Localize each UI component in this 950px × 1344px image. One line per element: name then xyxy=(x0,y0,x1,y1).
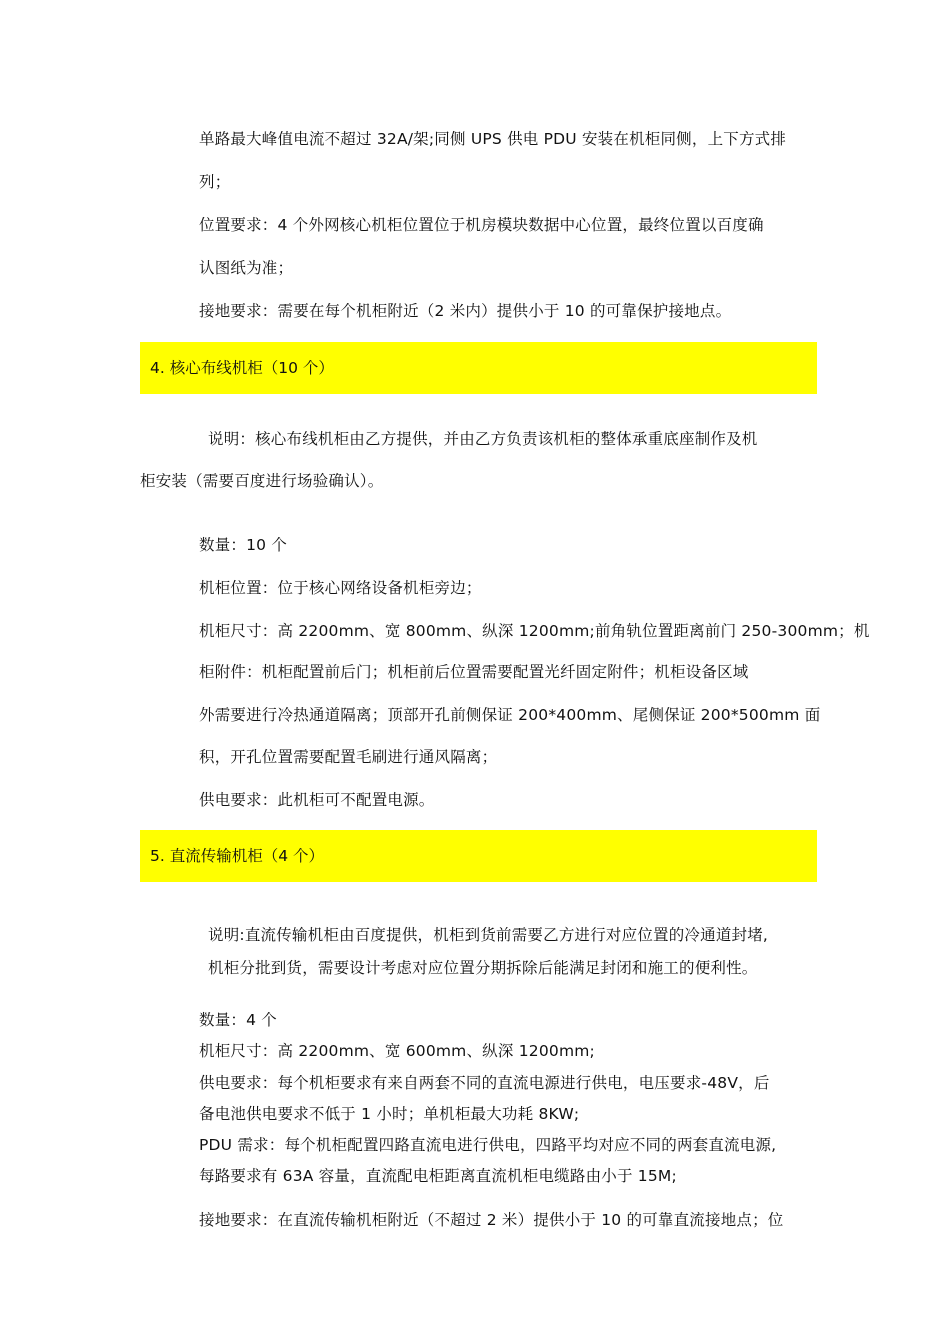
text-line: 机柜尺寸：高 2200mm、宽 600mm、纵深 1200mm; xyxy=(199,1042,595,1060)
text-line: 数量：4 个 xyxy=(199,1011,277,1029)
section-5-heading: 5. 直流传输机柜（4 个） xyxy=(150,847,325,865)
text-line: 接地要求：在直流传输机柜附近（不超过 2 米）提供小于 10 的可靠直流接地点；位 xyxy=(199,1211,784,1229)
text-line: 列； xyxy=(199,173,231,191)
text-line: 说明:直流传输机柜由百度提供，机柜到货前需要乙方进行对应位置的冷通道封堵, xyxy=(208,926,769,944)
text-line: 认图纸为准； xyxy=(199,259,294,277)
text-line: 供电要求：此机柜可不配置电源。 xyxy=(199,791,435,809)
text-line: 机柜尺寸：高 2200mm、宽 800mm、纵深 1200mm;前角轨位置距离前门 250-300mm；机 xyxy=(199,622,870,640)
text-line: 单路最大峰值电流不超过 32A/架;同侧 UPS 供电 PDU 安装在机柜同侧，上下方式排 xyxy=(199,130,787,148)
text-line: 数量：10 个 xyxy=(199,536,288,554)
text-line: 外需要进行冷热通道隔离；顶部开孔前侧保证 200*400mm、尾侧保证 200*500mm 面 xyxy=(199,706,821,724)
section-4-heading: 4. 核心布线机柜（10 个） xyxy=(150,359,334,377)
text-line: 机柜分批到货，需要设计考虑对应位置分期拆除后能满足封闭和施工的便利性。 xyxy=(208,959,758,977)
section-5-heading-band xyxy=(140,830,817,882)
text-line: 柜安装（需要百度进行场验确认）。 xyxy=(140,472,384,490)
text-line: 备电池供电要求不低于 1 小时；单机柜最大功耗 8KW; xyxy=(199,1105,580,1123)
text-line: 积，开孔位置需要配置毛刷进行通风隔离； xyxy=(199,748,498,766)
text-line: 供电要求：每个机柜要求有来自两套不同的直流电源进行供电，电压要求-48V，后 xyxy=(199,1074,770,1092)
text-line: 机柜位置：位于核心网络设备机柜旁边； xyxy=(199,579,482,597)
text-line: 位置要求：4 个外网核心机柜位置位于机房模块数据中心位置，最终位置以百度确 xyxy=(199,216,764,234)
text-line: 柜附件：机柜配置前后门；机柜前后位置需要配置光纤固定附件；机柜设备区域 xyxy=(199,663,749,681)
text-line: 接地要求：需要在每个机柜附近（2 米内）提供小于 10 的可靠保护接地点。 xyxy=(199,302,732,320)
text-line: PDU 需求：每个机柜配置四路直流电进行供电，四路平均对应不同的两套直流电源, xyxy=(199,1136,777,1154)
text-line: 每路要求有 63A 容量，直流配电柜距离直流机柜电缆路由小于 15M; xyxy=(199,1167,677,1185)
section-4-heading-band xyxy=(140,342,817,394)
text-line: 说明：核心布线机柜由乙方提供，并由乙方负责该机柜的整体承重底座制作及机 xyxy=(208,430,758,448)
